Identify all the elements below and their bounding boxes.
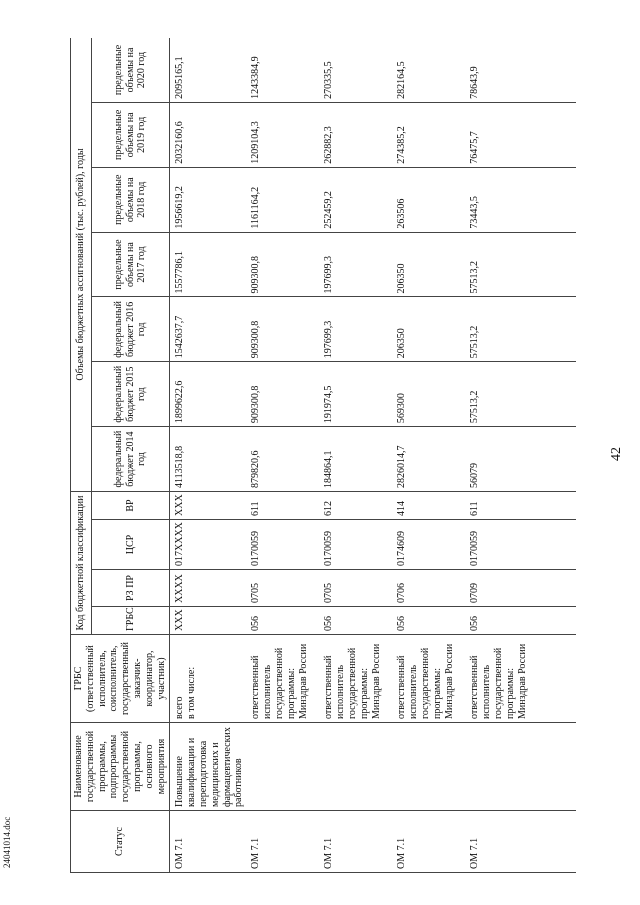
header-name: Наименование государственной программы, подпрограммы государственной программы, основного мероприятия (71, 723, 170, 811)
header-year-2019: предельные объемы на 2019 год (91, 102, 170, 167)
cell-code-grbs: 056 (321, 607, 394, 635)
footer-document-code: 24041014.doc (2, 816, 12, 868)
cell-code-grbs: 056 (467, 607, 576, 635)
cell-volume-2016: 206350 (394, 297, 467, 362)
cell-code-grbs: XXX (170, 607, 249, 635)
cell-code-vr: 611 (467, 491, 576, 519)
cell-volume-2015: 1899622,6 (170, 362, 249, 427)
cell-code-csr: 017XXXX (170, 520, 249, 570)
cell-volume-2014: 879820,6 (248, 427, 321, 492)
cell-name: Повышение квалификации и переподготовка медицинских и фармацевтических работников (170, 723, 249, 811)
cell-status: ОМ 7.1 (394, 811, 467, 873)
cell-code-vr: XXX (170, 491, 249, 519)
cell-code-grbs: 056 (248, 607, 321, 635)
cell-code-rz-pr: 0705 (248, 570, 321, 607)
cell-volume-2020: 270335,5 (321, 38, 394, 102)
cell-volume-2017: 57513,2 (467, 232, 576, 297)
header-year-2018: предельные объемы на 2018 год (91, 167, 170, 232)
table-row (467, 38, 576, 873)
header-year-2015: федеральный бюджет 2015 год (91, 362, 170, 427)
table-body (170, 38, 577, 873)
cell-code-vr: 414 (394, 491, 467, 519)
cell-volume-2019: 262882,3 (321, 102, 394, 167)
cell-volume-2016: 197699,3 (321, 297, 394, 362)
cell-volume-2016: 1542637,7 (170, 297, 249, 362)
cell-code-rz-pr: XXXX (170, 570, 249, 607)
cell-volume-2015: 909300,8 (248, 362, 321, 427)
cell-name (321, 723, 394, 811)
cell-code-vr: 611 (248, 491, 321, 519)
cell-code-csr: 0170059 (248, 520, 321, 570)
cell-volume-2014: 2826014,7 (394, 427, 467, 492)
cell-volume-2014: 4113518,8 (170, 427, 249, 492)
table-row (321, 38, 394, 873)
cell-grbs: ответственный исполнитель государственной программы: Минздрав России (321, 635, 394, 723)
budget-table-container (70, 38, 585, 873)
cell-volume-2017: 909300,8 (248, 232, 321, 297)
cell-volume-2017: 1557786,1 (170, 232, 249, 297)
cell-status: ОМ 7.1 (467, 811, 576, 873)
header-year-2016: федеральный бюджет 2016 год (91, 297, 170, 362)
table-row (394, 38, 467, 873)
cell-volume-2017: 197699,3 (321, 232, 394, 297)
cell-volume-2018: 73443,5 (467, 167, 576, 232)
header-code-csr: ЦСР (91, 520, 170, 570)
header-year-2020: предельные объемы на 2020 год (91, 38, 170, 102)
cell-volume-2020: 78643,9 (467, 38, 576, 102)
cell-volume-2016: 909300,8 (248, 297, 321, 362)
cell-code-csr: 0170059 (467, 520, 576, 570)
cell-code-vr: 612 (321, 491, 394, 519)
header-budget-code-group: Код бюджетной классификации (71, 491, 92, 634)
cell-volume-2019: 76475,7 (467, 102, 576, 167)
cell-volume-2018: 252459,2 (321, 167, 394, 232)
cell-volume-2020: 2095165,1 (170, 38, 249, 102)
table-row (170, 38, 249, 873)
cell-code-rz-pr: 0705 (321, 570, 394, 607)
cell-volume-2015: 57513,2 (467, 362, 576, 427)
header-status: Статус (71, 811, 170, 873)
cell-name (394, 723, 467, 811)
header-grbs: ГРБС (ответственный исполнитель, соисполнитель, государственный заказчик-координатор, участник) (71, 635, 170, 723)
header-code-rz-pr: РЗ ПР (91, 570, 170, 607)
cell-name (248, 723, 321, 811)
cell-grbs: всего в том числе: (170, 635, 249, 723)
cell-volume-2017: 206350 (394, 232, 467, 297)
cell-volume-2018: 263506 (394, 167, 467, 232)
cell-volume-2015: 569300 (394, 362, 467, 427)
budget-allocation-table (70, 38, 576, 873)
cell-volume-2020: 1243384,9 (248, 38, 321, 102)
header-year-2014: федеральный бюджет 2014 год (91, 427, 170, 492)
cell-volume-2018: 1956619,2 (170, 167, 249, 232)
cell-code-csr: 0170059 (321, 520, 394, 570)
cell-code-csr: 0174609 (394, 520, 467, 570)
cell-volume-2016: 57513,2 (467, 297, 576, 362)
cell-status: ОМ 7.1 (321, 811, 394, 873)
cell-volume-2014: 184864,1 (321, 427, 394, 492)
cell-name (467, 723, 576, 811)
table-row (248, 38, 321, 873)
header-year-2017: предельные объемы на 2017 год (91, 232, 170, 297)
cell-volume-2014: 56079 (467, 427, 576, 492)
cell-grbs: ответственный исполнитель государственной программы: Минздрав России (248, 635, 321, 723)
cell-grbs: ответственный исполнитель государственной программы: Минздрав России (467, 635, 576, 723)
cell-code-rz-pr: 0709 (467, 570, 576, 607)
cell-status: ОМ 7.1 (248, 811, 321, 873)
header-volumes-group: Объемы бюджетных ассигнований (тыс. рублей), годы (71, 38, 92, 491)
page-number: 42 (609, 447, 624, 461)
cell-code-rz-pr: 0706 (394, 570, 467, 607)
cell-volume-2020: 282164,5 (394, 38, 467, 102)
cell-code-grbs: 056 (394, 607, 467, 635)
header-code-vr: ВР (91, 491, 170, 519)
cell-grbs: ответственный исполнитель государственной программы: Минздрав России (394, 635, 467, 723)
header-code-grbs: ГРБС (91, 607, 170, 635)
cell-volume-2019: 2032160,6 (170, 102, 249, 167)
cell-status: ОМ 7.1 (170, 811, 249, 873)
cell-volume-2019: 274385,2 (394, 102, 467, 167)
cell-volume-2019: 1209104,3 (248, 102, 321, 167)
cell-volume-2015: 191974,5 (321, 362, 394, 427)
rotated-table-wrapper (70, 38, 585, 873)
cell-volume-2018: 1161164,2 (248, 167, 321, 232)
